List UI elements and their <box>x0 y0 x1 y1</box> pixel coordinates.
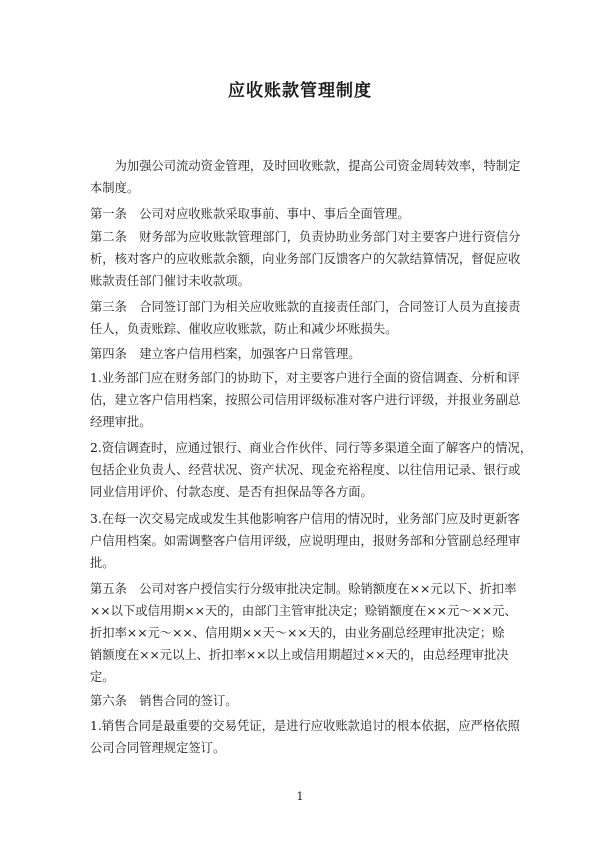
paragraph-line: 任人，负责账踪、催收应收账款，防止和减少坏账损失。 <box>90 322 398 336</box>
paragraph-line: 第一条 公司对应收账款采取事前、事中、事后全面管理。 <box>90 207 410 221</box>
paragraph-line: 第三条 合同签订部门为相关应收账款的直接责任部门，合同签订人员为直接责 <box>90 300 521 314</box>
paragraph-line: 经理审批。 <box>90 415 152 429</box>
paragraph <box>90 715 520 759</box>
paragraph-line: 定。 <box>90 670 115 684</box>
paragraph-line: 公司合同管理规定签订。 <box>90 741 226 755</box>
paragraph-line: 3.在每一次交易完成或发生其他影响客户信用的情况时，业务部门应及时更新客 <box>90 512 520 526</box>
paragraph-line: 户信用档案。如需调整客户信用评级，应说明理由，报财务部和分管副总经理审 <box>90 534 521 548</box>
paragraph-line: 销额度在××元以上、折扣率××以上或信用期超过××天的，由总经理审批决 <box>90 648 509 662</box>
paragraph-line: 第二条 财务部为应收账款管理部门，负责协助业务部门对主要客户进行资信分 <box>90 230 521 244</box>
paragraph-line: 第四条 建立客户信用档案，加强客户日常管理。 <box>90 347 361 361</box>
paragraph-line: 估，建立客户信用档案，按照公司信用评级标准对客户进行评级，并报业务副总 <box>90 393 521 407</box>
paragraph <box>90 508 521 574</box>
paragraph <box>90 690 515 712</box>
paragraph-line: 析，核对客户的应收账款余额，向业务部门反馈客户的欠款结算情况，督促应收 <box>90 252 521 266</box>
paragraph-line: 同业信用评价、付款态度、是否有担保品等各方面。 <box>90 485 373 499</box>
paragraph <box>90 203 515 225</box>
paragraph-line: 1.销售合同是最重要的交易凭证，是进行应收账款追讨的根本依据，应严格依照 <box>90 719 520 733</box>
paragraph-line: 1.业务部门应在财务部门的协助下，对主要客户进行全面的资信调查、分析和评 <box>90 371 520 385</box>
paragraph-line: ××以下或信用期××天的，由部门主管审批决定；赊销额度在××元～××元、 <box>90 604 517 618</box>
paragraph <box>90 226 521 292</box>
paragraph <box>90 343 515 365</box>
document-title: 应收账款管理制度 <box>228 81 372 101</box>
paragraph-line: 2.资信调查时，应通过银行、商业合作伙伴、同行等多渠道全面了解客户的情况， <box>90 441 533 455</box>
paragraph-line: 本制度。 <box>90 181 140 195</box>
page-number: 1 <box>296 790 304 803</box>
paragraph-line: 折扣率××元～××、信用期××天～××天的，由业务副总经理审批决定；赊 <box>90 626 505 640</box>
paragraph-line: 第六条 销售合同的签订。 <box>90 694 238 708</box>
paragraph <box>90 578 515 688</box>
paragraph-line: 包括企业负责人、经营状况、资产状况、现金充裕程度、以往信用记录、银行或 <box>90 463 521 477</box>
paragraph-line: 为加强公司流动资金管理，及时回收账款，提高公司资金周转效率，特制定 <box>90 159 521 173</box>
paragraph <box>90 437 533 503</box>
paragraph <box>90 155 521 199</box>
paragraph <box>90 367 521 433</box>
paragraph-line: 账款责任部门催讨未收款项。 <box>90 274 250 288</box>
paragraph-line: 批。 <box>90 556 115 570</box>
paragraph-line: 第五条 公司对客户授信实行分级审批决定制。赊销额度在××元以下、折扣率 <box>90 582 517 596</box>
paragraph <box>90 296 521 340</box>
